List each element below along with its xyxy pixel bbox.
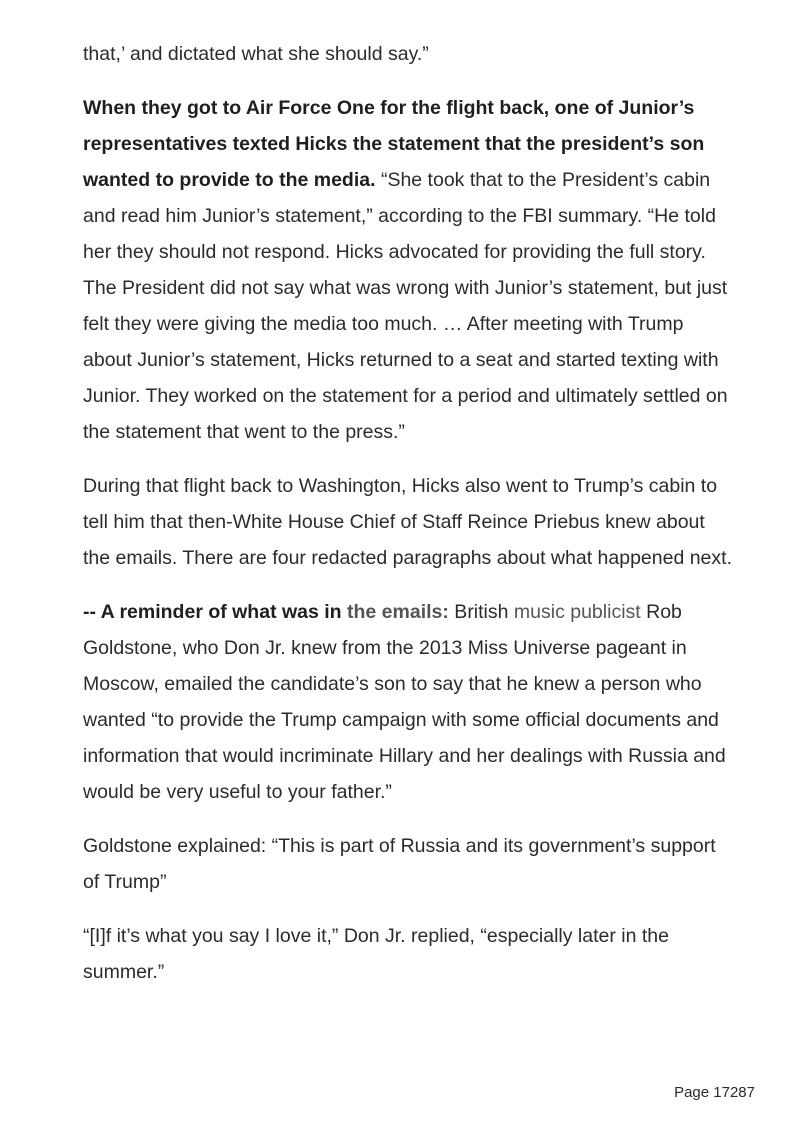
paragraph-goldstone: Goldstone explained: “This is part of Russia and its government’s support of Trump” — [83, 835, 716, 893]
reminder-text-b: Rob Goldstone, who Don Jr. knew from the 2013 Miss Universe pageant in Moscow, emailed the candidate’s son to say that he knew a person who wanted “to provide the Trump campaign with some official documents and information that would incriminate Hillary and her dealings with Russia and would be very useful to your father.” — [83, 601, 726, 803]
document-body — [83, 36, 733, 990]
music-publicist-link[interactable]: music publicist — [513, 601, 641, 623]
reminder-text-a: British — [448, 601, 514, 623]
the-emails-link[interactable]: the emails: — [347, 601, 449, 623]
paragraph-air-force-one — [83, 90, 733, 450]
paragraph-lead: that,’ and dictated what she should say.” — [83, 43, 429, 65]
paragraph-reply: “[I]f it’s what you say I love it,” Don Jr. replied, “especially later in the summer.” — [83, 925, 669, 983]
paragraph-flight-back: During that flight back to Washington, Hicks also went to Trump’s cabin to tell him that then-White House Chief of Staff Reince Priebus knew about the emails. There are four redacted paragraphs about what happened next. — [83, 475, 732, 569]
air-force-one-bold-text: When they got to Air Force One for the flight back, one of Junior’s representatives texted Hicks the statement that the president’s son wanted to provide to the media. — [83, 97, 705, 191]
reminder-bold-prefix: -- A reminder of what was in — [83, 601, 348, 623]
page-number: Page 17287 — [674, 1084, 755, 1101]
air-force-one-text: “She took that to the President’s cabin and read him Junior’s statement,” according to the FBI summary. “He told her they should not respond. Hicks advocated for providing the full story. The President did not say what was wrong with Junior’s statement, but just felt they were giving the media too much. … After meeting with Trump about Junior’s statement, Hicks returned to a seat and started texting with Junior. They worked on the statement for a period and ultimately settled on the statement that went to the press.” — [83, 169, 728, 443]
paragraph-reminder — [83, 594, 733, 810]
